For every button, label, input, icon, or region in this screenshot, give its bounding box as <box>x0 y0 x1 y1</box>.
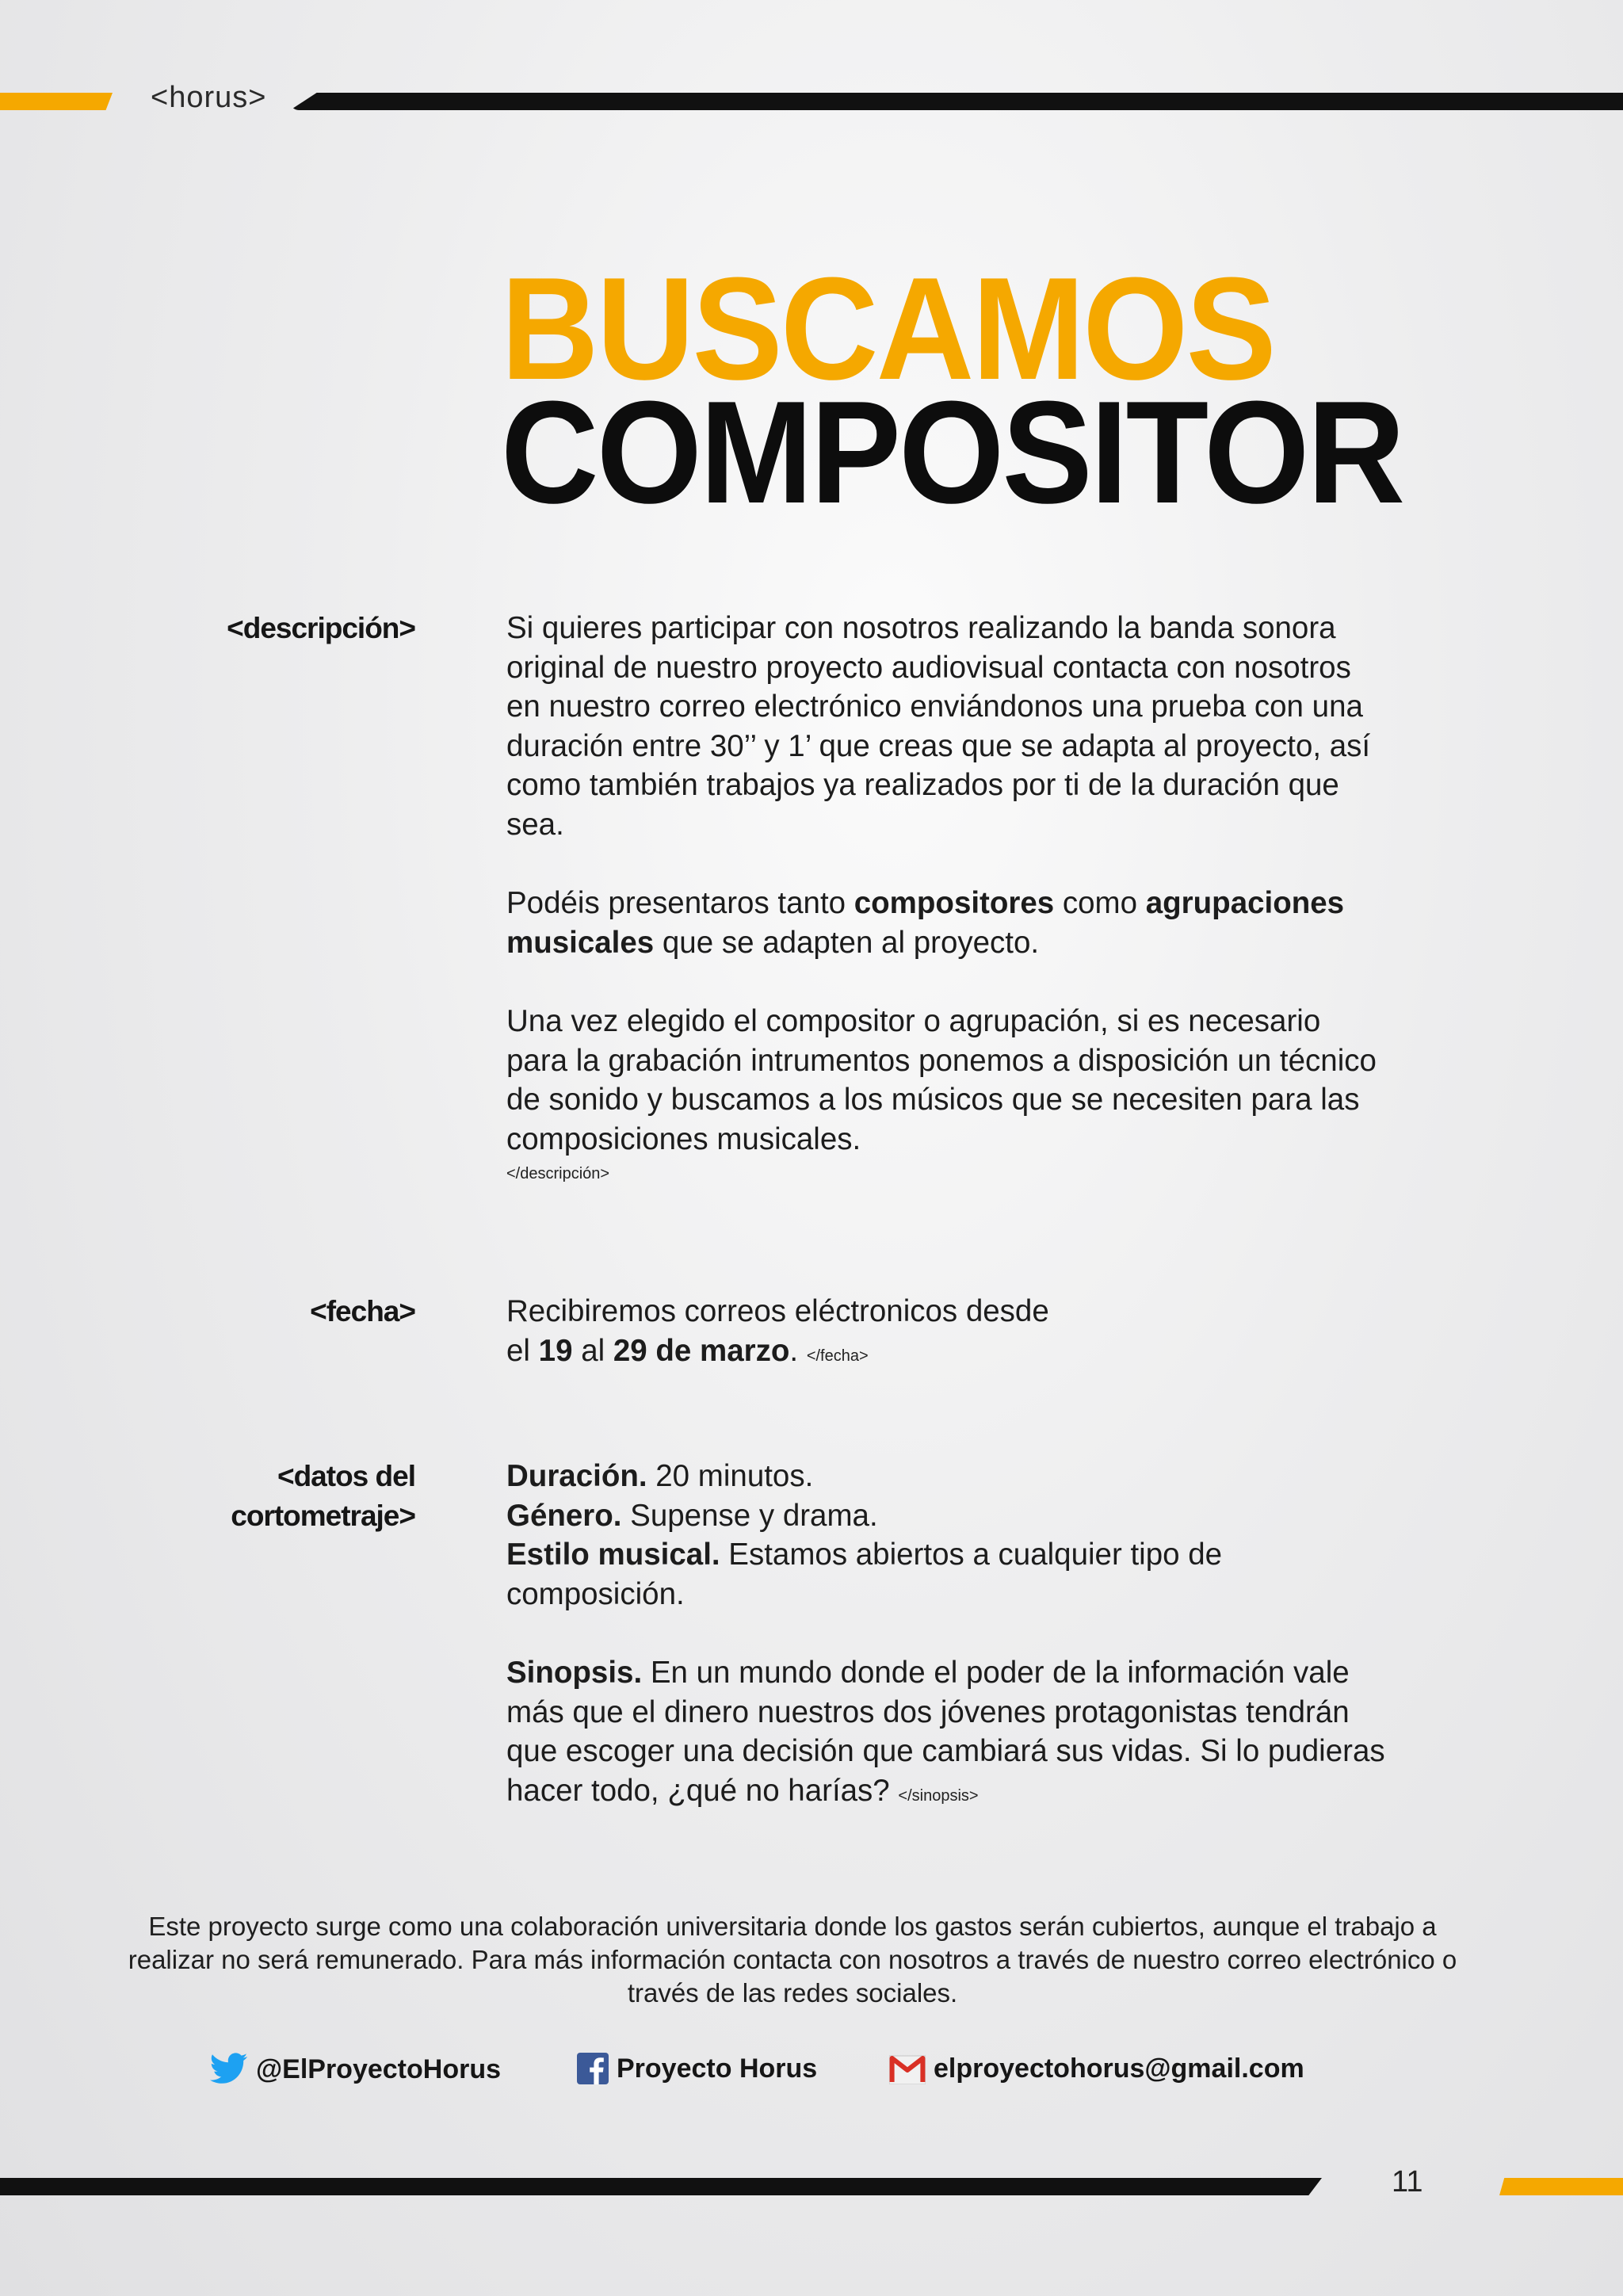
datos-estilo-label: Estilo musical. <box>506 1538 720 1572</box>
datos-duracion <box>506 1457 1394 1496</box>
title-line-2: COMPOSITOR <box>501 370 1403 533</box>
twitter-handle: @ElProyectoHorus <box>256 2053 502 2084</box>
fecha-text-el: el <box>506 1333 539 1368</box>
fecha-day-start: 19 <box>538 1333 573 1368</box>
datos-estilo-value: Estamos abiertos a cualquier tipo de composición. <box>506 1538 1223 1611</box>
datos-label-line-1: <datos del <box>277 1460 415 1492</box>
datos-sinopsis <box>506 1653 1394 1816</box>
fecha-period: . <box>789 1333 799 1368</box>
fecha-closing-tag: </fecha> <box>806 1347 869 1365</box>
datos-genero-label: Género. <box>506 1498 622 1533</box>
sinopsis-closing-tag: </sinopsis> <box>898 1786 979 1805</box>
datos-duracion-label: Duración. <box>506 1459 647 1493</box>
fecha-line-1: Recibiremos correos eléctronicos desde <box>506 1294 1049 1328</box>
bottom-divider-bar <box>0 2178 1322 2195</box>
descripcion-closing-tag: </descripción> <box>506 1165 610 1182</box>
fecha-text-al: al <box>572 1333 613 1368</box>
twitter-link[interactable] <box>210 2053 501 2086</box>
descripcion-label: <descripción> <box>227 612 415 644</box>
datos-label <box>162 1457 415 1536</box>
facebook-icon <box>577 2053 609 2084</box>
top-divider-bar <box>290 93 1623 110</box>
datos-genero-value: Supense y drama. <box>621 1498 878 1533</box>
footer-note: Este proyecto surge como una colaboración universitaria donde los gastos serán cubiertos, aunque el trabajo a realizar no será remunerado. Para más información contacta con nosotros a través de nuestro correo electrónico o través de las redes sociales. <box>128 1912 1457 2008</box>
fecha-label: <fecha> <box>310 1295 415 1328</box>
gmail-icon <box>889 2053 926 2084</box>
social-links <box>0 2053 1623 2100</box>
descripcion-paragraph-1: Si quieres participar con nosotros realizando la banda sonora original de nuestro proyecto audiovisual contacta con nosotros en nuestro correo electrónico enviándonos una prueba con una duración entre 30’’ y 1’ que creas que se adapta al proyecto, así como también trabajos ya realizados por ti de la duración que sea. <box>506 611 1371 842</box>
descripcion-p2-text-3: que se adapten al proyecto. <box>654 925 1040 960</box>
datos-sinopsis-label: Sinopsis. <box>506 1656 643 1690</box>
descripcion-content <box>506 609 1386 1186</box>
datos-content <box>506 1457 1394 1816</box>
fecha-day-end: 29 de marzo <box>613 1333 790 1368</box>
page-number: 11 <box>1392 2165 1423 2199</box>
descripcion-p2-text-2: como <box>1054 886 1146 920</box>
datos-label-line-2: cortometraje> <box>231 1499 415 1532</box>
datos-estilo <box>506 1535 1299 1614</box>
facebook-link[interactable] <box>577 2053 817 2084</box>
descripcion-p2-bold-compositores: compositores <box>854 886 1055 920</box>
fecha-content <box>506 1292 1426 1376</box>
bottom-accent-bar <box>1499 2178 1623 2195</box>
datos-genero <box>506 1496 1394 1536</box>
header-brand: <horus> <box>151 81 267 114</box>
fecha-line-2 <box>506 1331 1426 1377</box>
datos-sinopsis-value: En un mundo donde el poder de la información vale más que el dinero nuestros dos jóvenes protagonistas tendrán que escoger una decisión que cambiará sus vidas. Si lo pudieras hacer todo, ¿qué no harías? <box>506 1656 1385 1808</box>
email-address: elproyectohorus@gmail.com <box>934 2053 1304 2084</box>
descripcion-p2-text-1: Podéis presentaros tanto <box>506 886 854 920</box>
title-line-1: BUSCAMOS <box>501 246 1274 410</box>
top-accent-bar <box>0 93 113 110</box>
facebook-name: Proyecto Horus <box>617 2053 818 2084</box>
datos-duracion-value: 20 minutos. <box>647 1459 814 1493</box>
descripcion-p2-bold-agrupaciones: agrupaciones musicales <box>506 886 1345 960</box>
email-link[interactable] <box>889 2053 1304 2084</box>
descripcion-paragraph-3: Una vez elegido el compositor o agrupación, si es necesario para la grabación intrumentos ponemos a disposición un técnico de sonido y buscamos a los músicos que se necesiten para las composiciones musicales. <box>506 1004 1377 1156</box>
twitter-icon <box>210 2053 248 2086</box>
descripcion-paragraph-2 <box>506 884 1386 962</box>
